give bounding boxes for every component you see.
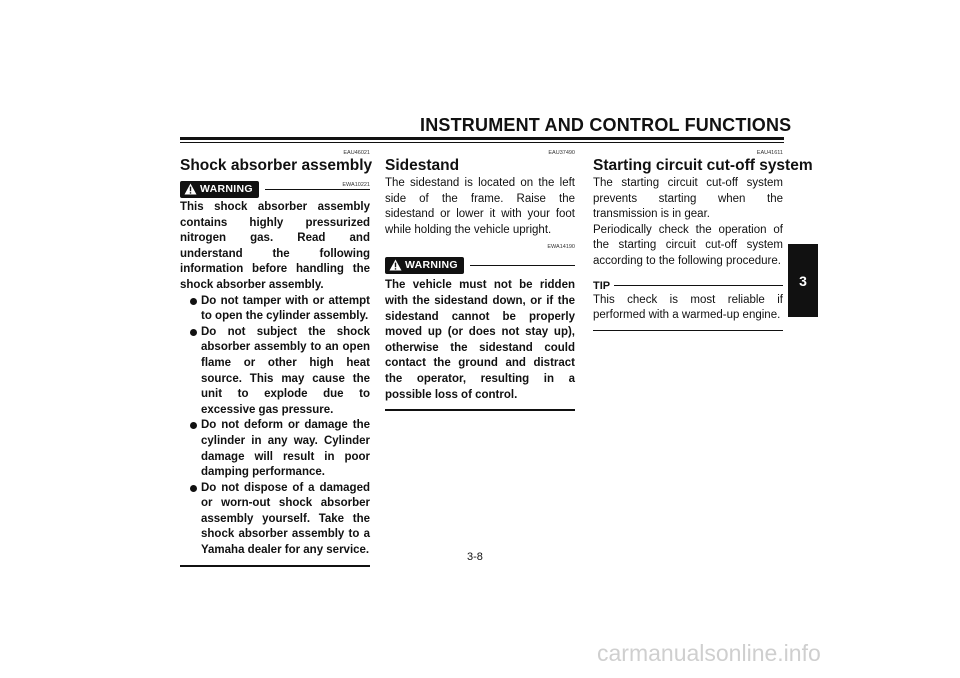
list-item-text: Do not subject the shock absorber assembly to an open flame or other high heat source. This may cause the unit to explode due to excessive gas pressure. — [201, 325, 370, 416]
warning-end-rule — [385, 409, 575, 411]
list-item-text: Do not dispose of a damaged or worn-out shock absorber assembly yourself. Take the shock absorber assembly to a Yamaha dealer for any service. — [201, 481, 370, 557]
list-item-text: Do not deform or damage the cylinder in any way. Cylinder damage will result in poor damping performance. — [201, 419, 370, 479]
bullet-dot-icon — [190, 422, 197, 429]
header-rule-thin — [180, 142, 784, 143]
list-item — [190, 481, 370, 559]
section-title: Shock absorber assembly — [180, 157, 373, 174]
section-code: EAU41611 — [756, 150, 783, 156]
warning-bullet-list — [180, 294, 370, 559]
warning-label: WARNING — [405, 259, 458, 272]
section-title: Sidestand — [385, 157, 460, 174]
list-item-text: Do not tamper with or attempt to open the cylinder assembly. — [201, 294, 370, 323]
warning-triangle-icon — [389, 259, 402, 271]
warning-code: EWA10221 — [342, 182, 370, 188]
warning-header — [385, 254, 575, 276]
section-code: EAU37490 — [548, 150, 575, 156]
sidestand-section — [385, 150, 575, 411]
chapter-tab[interactable]: 3 — [788, 244, 818, 317]
bullet-dot-icon — [190, 485, 197, 492]
warning-text: The vehicle must not be ridden with the sidestand down, or if the sidestand cannot be properly moved up (or does not stay up), otherwise the sidestand could contact the ground and distract the operator, resulting in a possible loss of control. — [385, 279, 575, 401]
warning-badge — [180, 181, 259, 198]
tip-header — [593, 279, 783, 293]
header-rule — [180, 137, 784, 140]
bullet-dot-icon — [190, 298, 197, 305]
section-code: EAU46021 — [343, 150, 370, 156]
warning-triangle-icon — [184, 183, 197, 195]
warning-label: WARNING — [200, 183, 253, 195]
warning-intro: This shock absorber assembly contains highly pressurized nitrogen gas. Read and understand the following information before handling the shock absorber assembly. — [180, 201, 370, 291]
warning-rule — [470, 265, 575, 266]
section-body-2: Periodically check the operation of the starting circuit cut-off system according to the following procedure. — [593, 223, 783, 267]
section-body: The sidestand is located on the left side of the frame. Raise the sidestand or lower it with your foot while holding the vehicle upright. — [385, 177, 575, 236]
section-body: The starting circuit cut-off system prevents starting when the transmission is in gear. — [593, 177, 783, 221]
warning-end-rule — [180, 565, 370, 567]
tip-text: This check is most reliable if performed with a warmed-up engine. — [593, 293, 783, 322]
page-header-title: INSTRUMENT AND CONTROL FUNCTIONS — [420, 115, 792, 135]
tip-end-rule — [593, 330, 783, 331]
list-item — [190, 325, 370, 419]
warning-code: EWA14190 — [547, 244, 575, 251]
tip-label: TIP — [593, 279, 611, 292]
cutoff-section — [593, 150, 813, 331]
tip-rule — [614, 285, 783, 286]
bullet-dot-icon — [190, 329, 197, 336]
list-item — [190, 294, 370, 325]
section-title: Starting circuit cut-off system — [593, 157, 813, 174]
watermark: carmanualsonline.info — [597, 640, 821, 666]
warning-badge — [385, 257, 464, 274]
shock-absorber-section — [180, 150, 373, 567]
list-item — [190, 418, 370, 480]
page-number: 3-8 — [467, 551, 483, 563]
